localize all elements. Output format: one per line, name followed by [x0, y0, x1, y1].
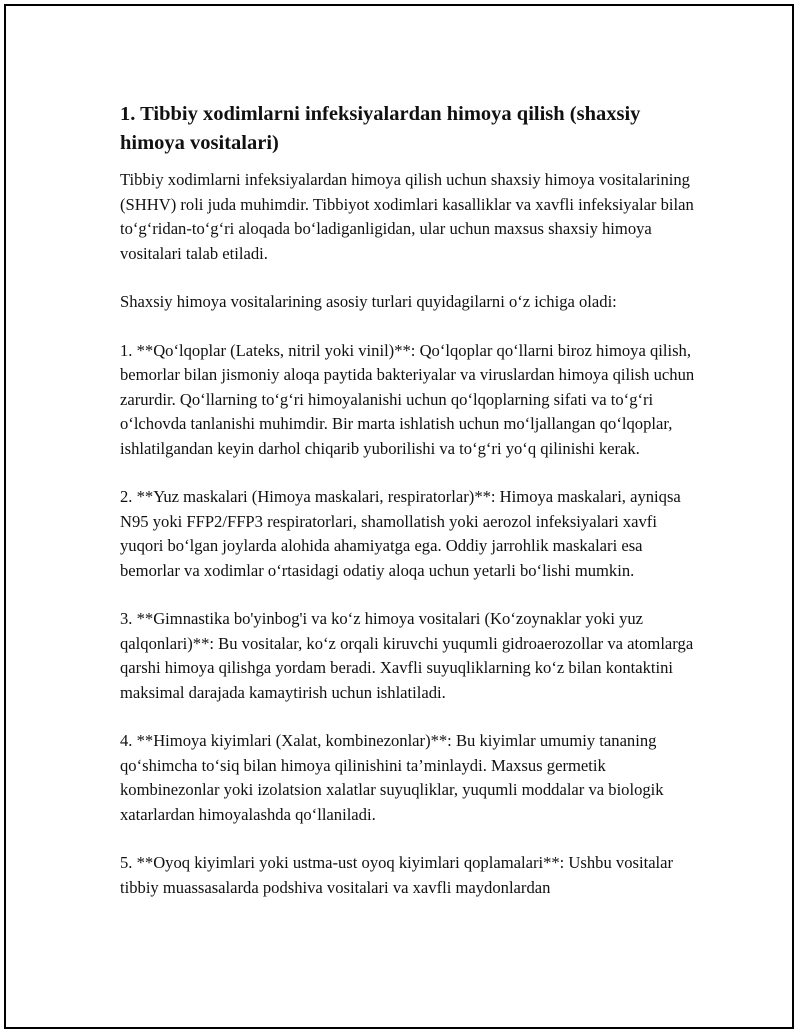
document-body [120, 100, 700, 924]
gloves-paragraph: 1. **Qo‘lqoplar (Lateks, nitril yoki vinil)**: Qo‘lqoplar qo‘llarni biroz himoya qilish, bemorlar bilan jismoniy aloqa paytida bakteriyalar va viruslardan himoya qilish uchun zarurdir. Qo‘llarning to‘g‘ri himoyalanishi uchun qo‘lqoplarning sifati va to‘g‘ri o‘lchovda tanlanishi muhimdir. Bir marta ishlatish uchun mo‘ljallangan qo‘lqoplar, ishlatilgandan keyin darhol chiqarib yuborilishi va to‘g‘ri yo‘q qilinishi kerak. [120, 340, 695, 458]
protective-clothing-paragraph: 4. **Himoya kiyimlari (Xalat, kombinezonlar)**: Bu kiyimlar umumiy tananing qo‘shimcha to‘siq bilan himoya qilinishini ta’minlaydi. Maxsus germetik kombinezonlar yoki izolatsion xalatlar suyuqliklar, yuqumli moddalar va biologik xatarlardan himoyalashda qo‘llaniladi. [120, 731, 664, 824]
eye-protection-paragraph: 3. **Gimnastika bo'yinbog'i va ko‘z himoya vositalari (Ko‘zoynaklar yoki yuz qalqonlari)**: Bu vositalar, ko‘z orqali kiruvchi yuqumli gidroaerozollar va atomlarga qarshi himoya qilishga yordam beradi. Xavfli suyuqliklarning ko‘z bilan kontaktini maksimal darajada kamaytirish uchun ishlatiladi. [120, 609, 694, 702]
intro-paragraph: Tibbiy xodimlarni infeksiyalardan himoya qilish uchun shaxsiy himoya vositalarining (SHHV) roli juda muhimdir. Tibbiyot xodimlari kasalliklar va xavfli infeksiyalar bilan to‘g‘ridan-to‘g‘ri aloqada bo‘ladiganligidan, ular uchun maxsus shaxsiy himoya vositalari talab etiladi. [120, 170, 694, 263]
masks-paragraph: 2. **Yuz maskalari (Himoya maskalari, respiratorlar)**: Himoya maskalari, ayniqsa N95 yoki FFP2/FFP3 respiratorlari, shamollatish yoki aerozol infeksiyalari xavfi yuqori bo‘lgan joylarda alohida ahamiyatga ega. Oddiy jarrohlik maskalari esa bemorlar va xodimlar o‘rtasidagi odatiy aloqa uchun yetarli bo‘lishi mumkin. [120, 487, 681, 580]
section-heading: 1. Tibbiy xodimlarni infeksiyalardan himoya qilish (shaxsiy himoya vositalari) [120, 103, 641, 154]
types-intro-paragraph: Shaxsiy himoya vositalarining asosiy turlari quyidagilarni o‘z ichiga oladi: [120, 292, 617, 311]
footwear-paragraph: 5. **Oyoq kiyimlari yoki ustma-ust oyoq kiyimlari qoplamalari**: Ushbu vositalar tibbiy muassasalarda podshiva vositalari va xavfli maydonlardan [120, 853, 674, 897]
page-frame [4, 4, 794, 1029]
